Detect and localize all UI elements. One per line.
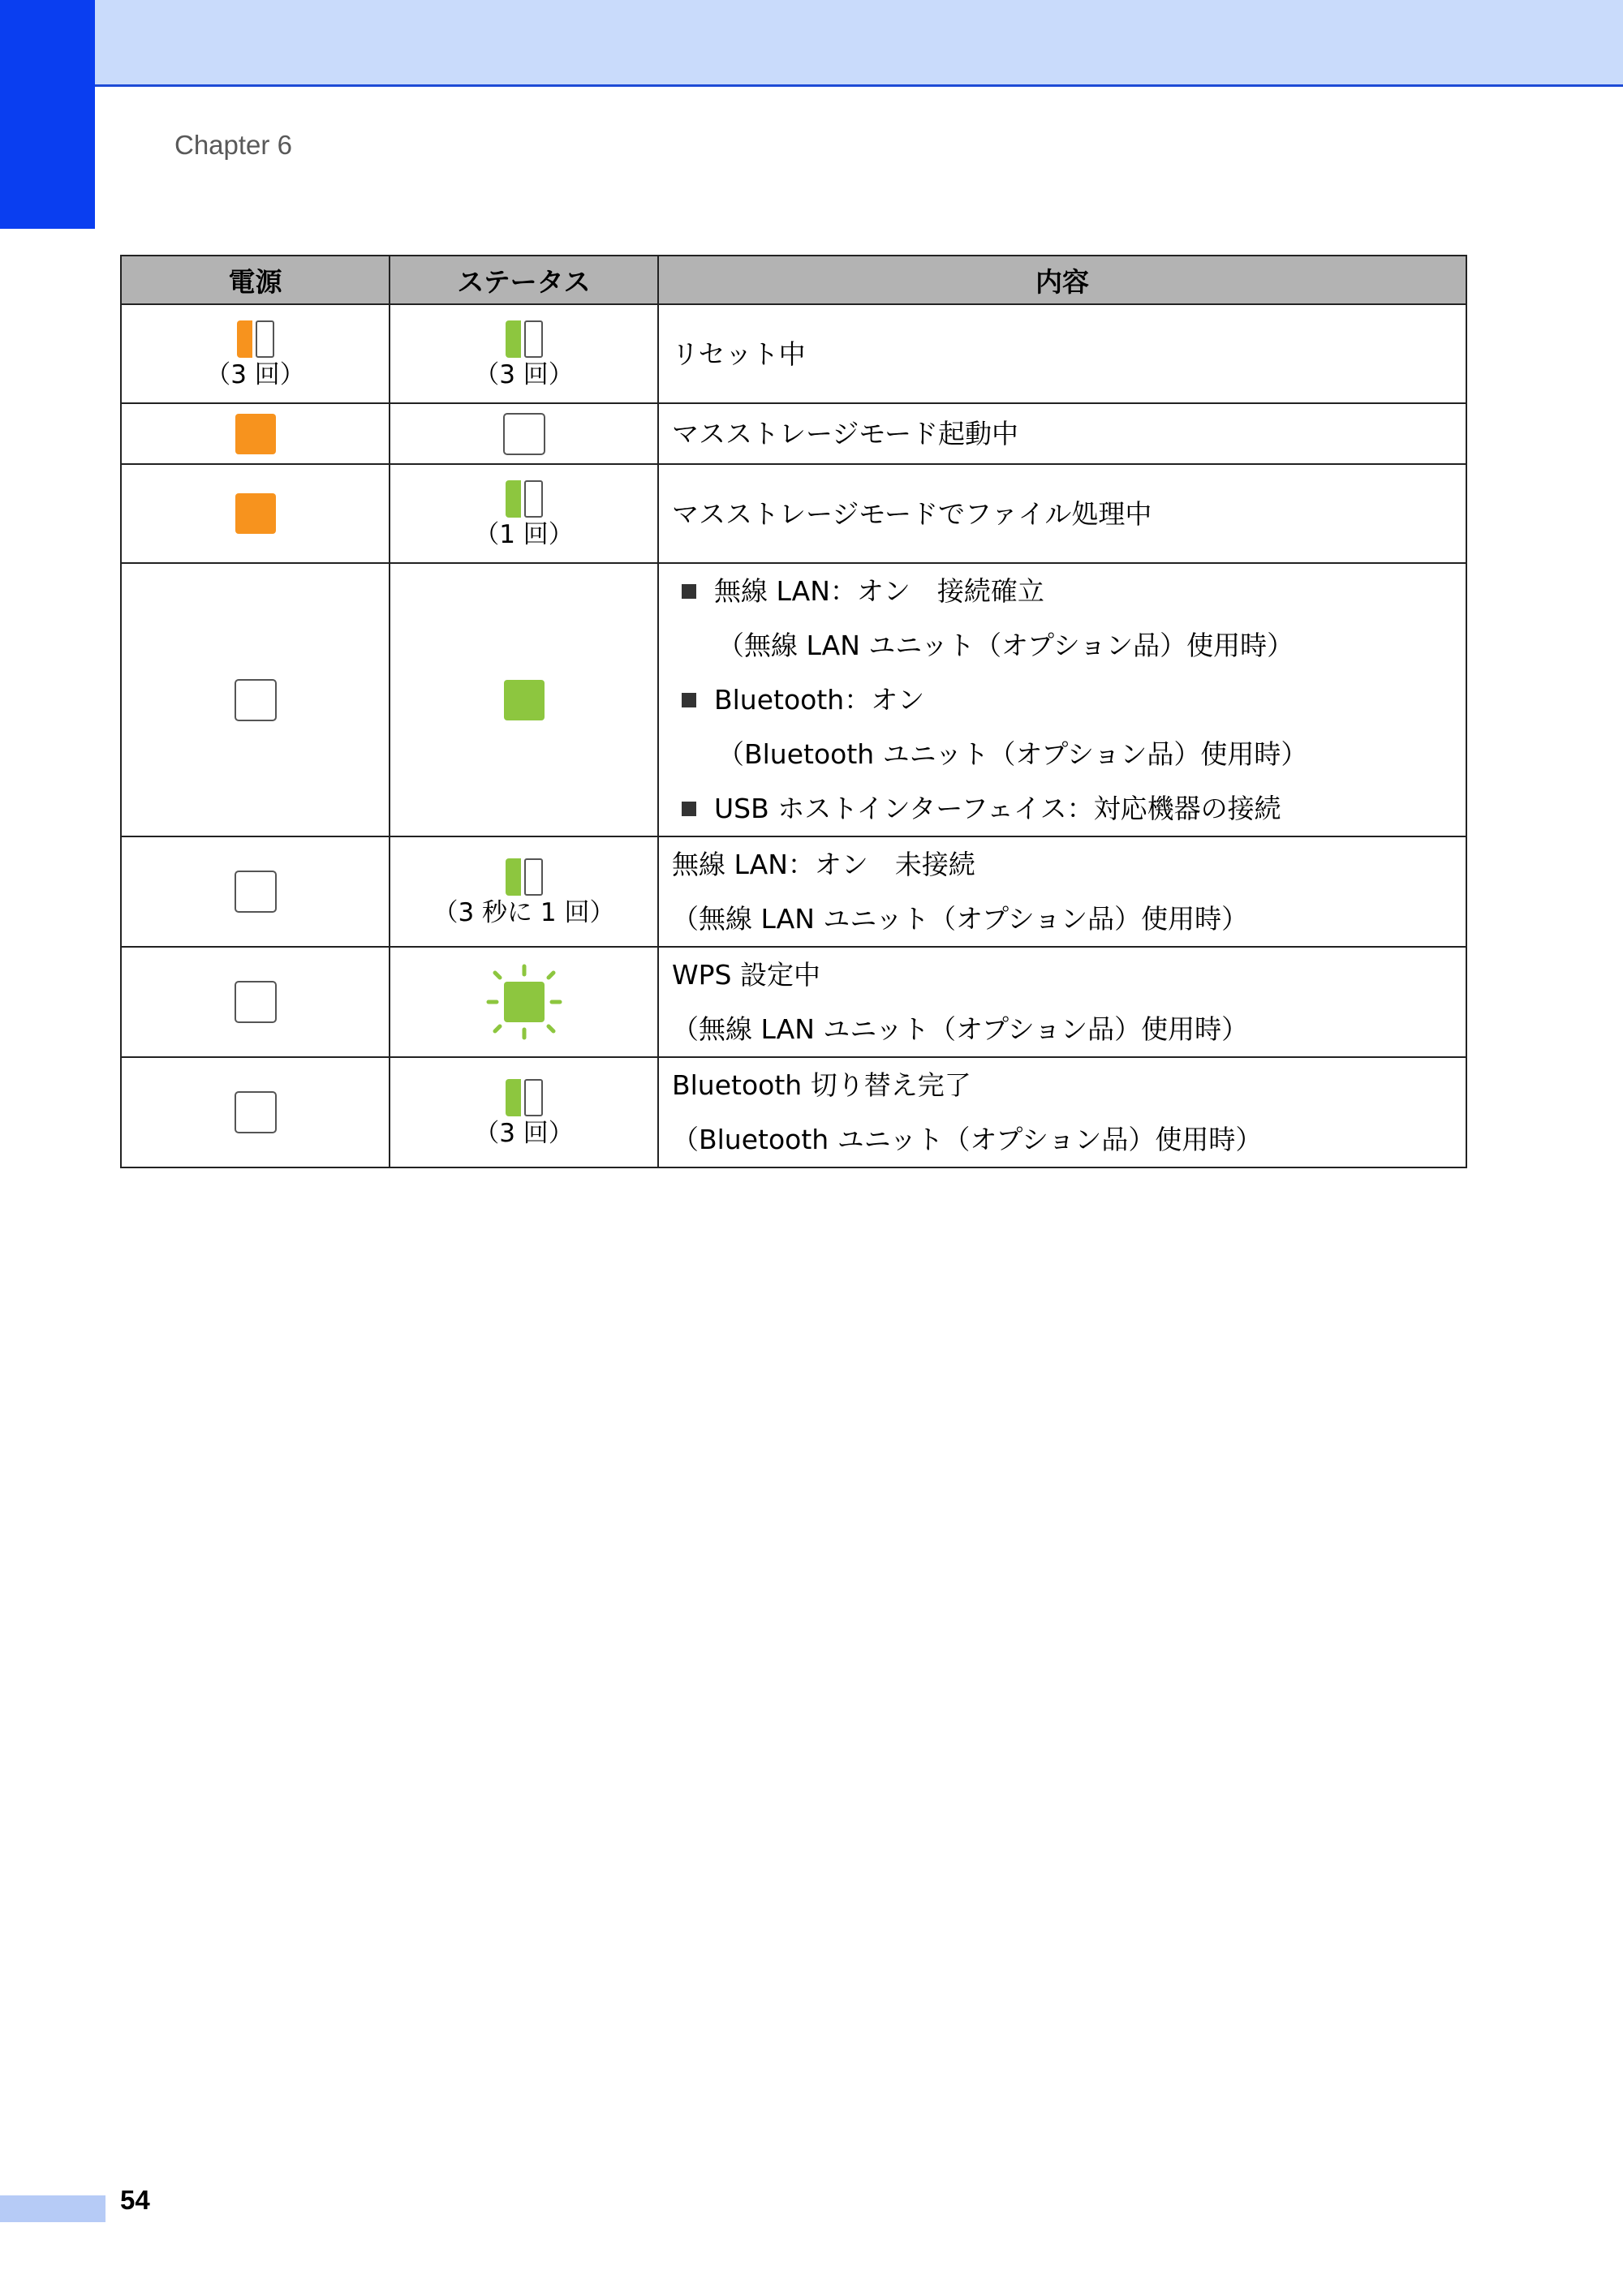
status-cell: [390, 304, 658, 403]
table-row: [121, 1057, 1466, 1167]
blink-count: （3 回）: [474, 1118, 574, 1148]
header-description: 内容: [658, 256, 1466, 304]
description-line: マスストレージモード起動中: [672, 418, 1019, 449]
blink-count: （1 回）: [474, 519, 574, 549]
power-cell: [121, 464, 390, 563]
green-half-led-icon: [506, 480, 543, 518]
off-led-icon: [503, 413, 545, 455]
bullet-note: （無線 LAN ユニット（オプション品）使用時）: [717, 630, 1294, 661]
status-cell: [390, 836, 658, 947]
blink-count: （3 秒に 1 回）: [433, 897, 615, 927]
description-cell: [658, 1057, 1466, 1167]
table-header-row: [121, 256, 1466, 304]
chapter-side-tab: [0, 0, 95, 229]
status-cell: [390, 1057, 658, 1167]
blink-count: （3 回）: [474, 359, 574, 389]
off-led-icon: [235, 679, 277, 721]
power-cell: [121, 1057, 390, 1167]
off-led-icon: [235, 1091, 277, 1133]
green-half-led-icon: [506, 1079, 543, 1116]
description-line: Bluetooth 切り替え完了: [672, 1069, 971, 1101]
green-led-icon: [504, 680, 545, 720]
description-cell: [658, 563, 1466, 836]
header-status: ステータス: [390, 256, 658, 304]
power-cell: [121, 403, 390, 464]
bullet-note: （Bluetooth ユニット（オプション品）使用時）: [717, 738, 1308, 770]
power-cell: [121, 947, 390, 1057]
green-flashing-led-icon: [485, 963, 563, 1041]
status-cell: [390, 947, 658, 1057]
footer-bar: [0, 2195, 105, 2222]
header-band: [0, 0, 1623, 84]
description-cell: [658, 947, 1466, 1057]
description-cell: [658, 464, 1466, 563]
status-cell: [390, 563, 658, 836]
header-power: 電源: [121, 256, 390, 304]
page-number: 54: [120, 2185, 150, 2215]
description-cell: [658, 304, 1466, 403]
table-row: [121, 403, 1466, 464]
bullet-item: Bluetooth：オン: [659, 673, 1466, 727]
description-line: リセット中: [672, 338, 806, 370]
description-line: 無線 LAN：オン 未接続: [672, 849, 975, 880]
description-cell: [658, 836, 1466, 947]
table-row: [121, 563, 1466, 836]
status-cell: [390, 464, 658, 563]
blink-count: （3 回）: [205, 359, 305, 389]
orange-led-icon: [235, 414, 276, 454]
table-row: [121, 304, 1466, 403]
description-cell: [658, 403, 1466, 464]
green-half-led-icon: [506, 320, 543, 358]
description-line: WPS 設定中: [672, 959, 820, 991]
chapter-label: Chapter 6: [174, 130, 292, 160]
led-status-table: [120, 255, 1467, 1168]
description-line: （Bluetooth ユニット（オプション品）使用時）: [672, 1124, 1263, 1155]
header-rule: [95, 84, 1623, 87]
bullet-item: USB ホストインターフェイス：対応機器の接続: [659, 781, 1466, 836]
status-cell: [390, 403, 658, 464]
square-bullet-icon: [682, 584, 696, 599]
power-cell: [121, 304, 390, 403]
orange-led-icon: [235, 493, 276, 534]
description-line: （無線 LAN ユニット（オプション品）使用時）: [672, 903, 1249, 935]
power-cell: [121, 563, 390, 836]
green-half-led-icon: [506, 858, 543, 896]
table-row: [121, 836, 1466, 947]
table-row: [121, 947, 1466, 1057]
bullet-item: 無線 LAN：オン 接続確立: [659, 564, 1466, 618]
table-row: [121, 464, 1466, 563]
description-line: （無線 LAN ユニット（オプション品）使用時）: [672, 1013, 1249, 1045]
description-line: マスストレージモードでファイル処理中: [672, 497, 1152, 530]
off-led-icon: [235, 871, 277, 913]
power-cell: [121, 836, 390, 947]
square-bullet-icon: [682, 693, 696, 707]
square-bullet-icon: [682, 802, 696, 816]
orange-half-led-icon: [237, 320, 274, 358]
off-led-icon: [235, 981, 277, 1023]
